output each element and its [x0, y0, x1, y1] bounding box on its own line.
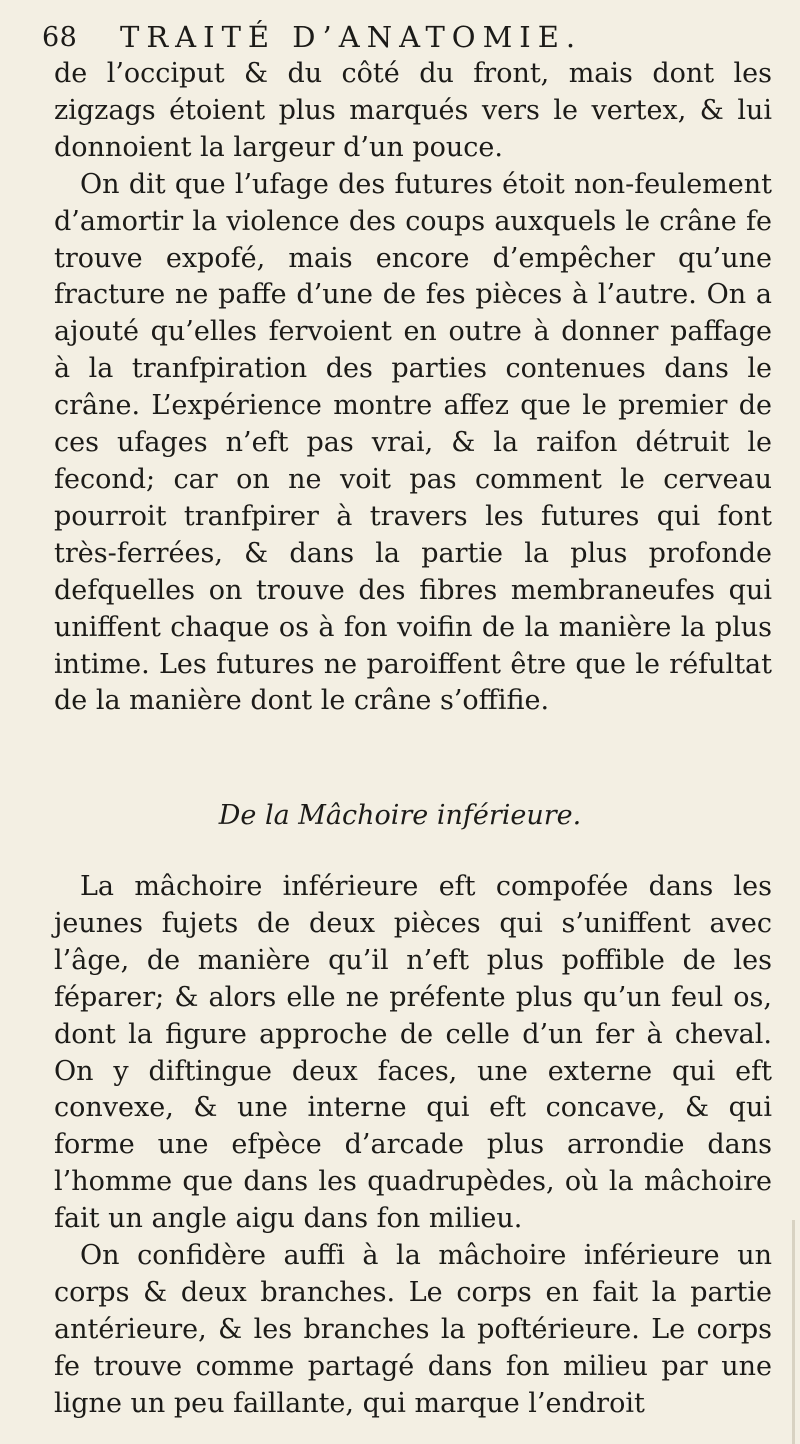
paragraph-continued: de l’occiput & du côté du front, mais dont les zigzags étoient plus marqués vers le vertex, & lui donnoient la largeur d’un pouce.: [54, 58, 772, 163]
paragraph-sutures-usage: On dit que l’ufage des futures étoit non-feulement d’amortir la violence des coups auxquels le crâne fe trouve expofé, mais encore d’empêcher qu’une fracture ne paffe d’une de fes pièces à l’autre. On a ajouté qu’elles fervoient en outre à donner paffage à la tranfpiration des parties contenues dans le crâne. L’expérience montre affez que le premier de ces ufages n’eft pas vrai, & la raifon détruit le fecond; car on ne voit pas comment le cerveau pourroit tranfpirer à travers les futures qui font très-ferrées, & dans la partie la plus profonde defquelles on trouve des fibres membraneufes qui uniffent chaque os à fon voifin de la manière la plus intime. Les futures ne paroiffent être que le réfultat de la manière dont le crâne s’offifie.: [54, 168, 772, 717]
text-block-upper: [54, 56, 772, 720]
paragraph-jaw-composition: La mâchoire inférieure eft compofée dans les jeunes fujets de deux pièces qui s’uniffent avec l’âge, de manière qu’il n’eft plus poffible de les féparer; & alors elle ne préfente plus qu’un feul os, dont la figure approche de celle d’un fer à cheval. On y diftingue deux faces, une externe qui eft convexe, & une interne qui eft concave, & qui forme une efpèce d’arcade plus arrondie dans l’homme que dans les quadrupèdes, où la mâchoire fait un angle aigu dans fon milieu.: [54, 871, 772, 1235]
running-title: TRAITÉ D’ANATOMIE.: [120, 20, 583, 54]
running-head: [42, 20, 760, 56]
text-block-lower: [54, 869, 772, 1423]
page-number: 68: [42, 22, 78, 53]
section-heading: De la Mâchoire inférieure.: [218, 800, 582, 831]
page-edge-shadow: [792, 1220, 795, 1444]
paragraph-jaw-body: On confidère auffi à la mâchoire inférieure un corps & deux branches. Le corps en fait la partie antérieure, & les branches la poftérieure. Le corps fe trouve comme partagé dans fon milieu par une ligne un peu faillante, qui marque l’endroit: [54, 1240, 772, 1419]
